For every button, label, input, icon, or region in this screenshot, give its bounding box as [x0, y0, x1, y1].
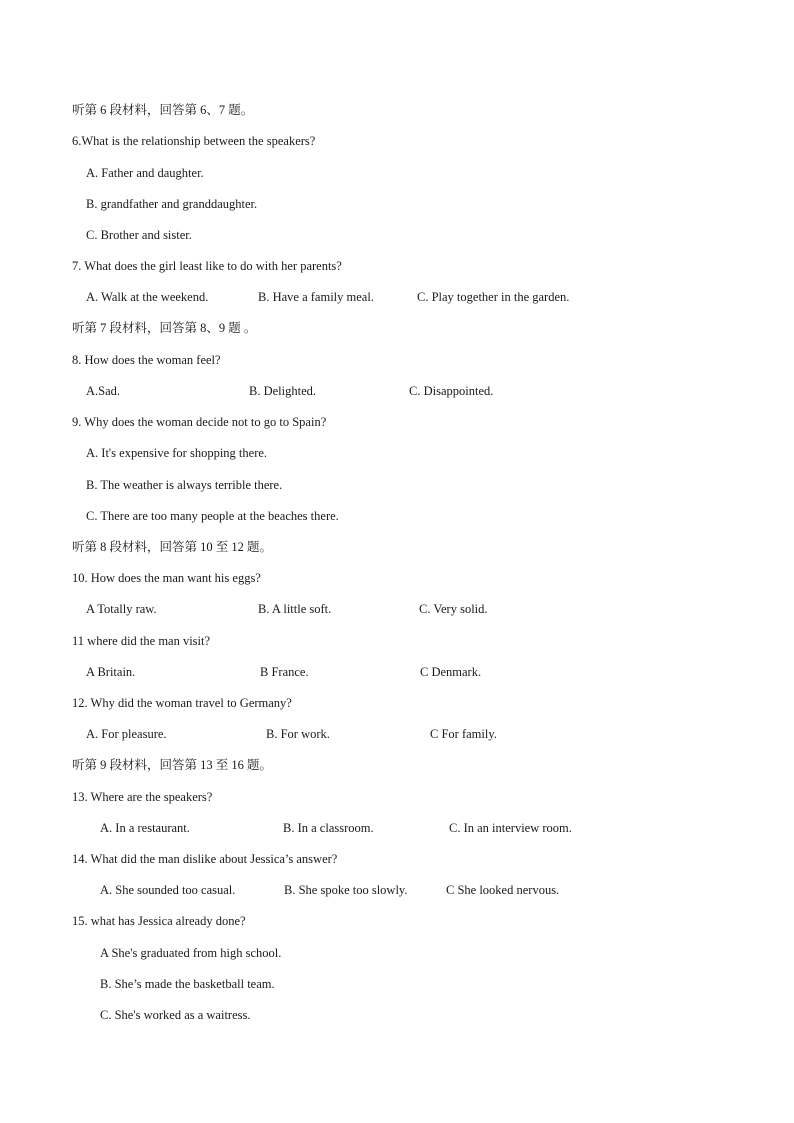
question-10: 10. How does the man want his eggs?: [72, 571, 261, 585]
options-row-7: [0, 289, 794, 305]
section-heading-9: 听第 9 段材料，回答第 13 至 16 题。: [72, 758, 273, 772]
option-10b: B. A little soft.: [258, 602, 332, 616]
option-10c: C. Very solid.: [419, 602, 488, 616]
option-8a: A.Sad.: [86, 384, 121, 398]
section-heading-8: 听第 8 段材料，回答第 10 至 12 题。: [72, 540, 273, 554]
question-9: 9. Why does the woman decide not to go to Spain?: [72, 415, 327, 429]
option-14c: C She looked nervous.: [446, 883, 560, 897]
option-15c: C. She's worked as a waitress.: [100, 1008, 251, 1022]
options-row-8: [0, 383, 794, 399]
option-7b: B. Have a family meal.: [258, 290, 374, 304]
option-13a: A. In a restaurant.: [100, 821, 190, 835]
options-row-13: [0, 820, 794, 836]
options-row-10: [0, 601, 794, 617]
option-11a: A Britain.: [86, 665, 136, 679]
question-12: 12. Why did the woman travel to Germany?: [72, 696, 292, 710]
option-7a: A. Walk at the weekend.: [86, 290, 209, 304]
section-heading-7: 听第 7 段材料，回答第 8、9 题 。: [72, 321, 257, 335]
question-7: 7. What does the girl least like to do with her parents?: [72, 259, 342, 273]
option-12a: A. For pleasure.: [86, 727, 167, 741]
option-15b: B. She’s made the basketball team.: [100, 977, 275, 991]
question-11: 11 where did the man visit?: [72, 634, 211, 648]
option-8b: B. Delighted.: [249, 384, 317, 398]
option-10a: A Totally raw.: [86, 602, 157, 616]
option-8c: C. Disappointed.: [409, 384, 494, 398]
option-9b: B. The weather is always terrible there.: [86, 478, 283, 492]
option-11c: C Denmark.: [420, 665, 482, 679]
question-13: 13. Where are the speakers?: [72, 790, 213, 804]
option-6c: C. Brother and sister.: [86, 228, 192, 242]
option-6a: A. Father and daughter.: [86, 166, 204, 180]
question-6: 6.What is the relationship between the speakers?: [72, 134, 316, 148]
option-14a: A. She sounded too casual.: [100, 883, 236, 897]
option-12c: C For family.: [430, 727, 497, 741]
option-9c: C. There are too many people at the beaches there.: [86, 509, 339, 523]
option-11b: B France.: [260, 665, 309, 679]
options-row-14: [0, 882, 794, 898]
question-14: 14. What did the man dislike about Jessica’s answer?: [72, 852, 338, 866]
option-9a: A. It's expensive for shopping there.: [86, 446, 268, 460]
options-row-12: [0, 726, 794, 742]
question-8: 8. How does the woman feel?: [72, 353, 221, 367]
option-15a: A She's graduated from high school.: [100, 946, 282, 960]
option-13b: B. In a classroom.: [283, 821, 374, 835]
options-row-11: [0, 664, 794, 680]
question-15: 15. what has Jessica already done?: [72, 914, 246, 928]
option-14b: B. She spoke too slowly.: [284, 883, 408, 897]
option-7c: C. Play together in the garden.: [417, 290, 570, 304]
option-13c: C. In an interview room.: [449, 821, 572, 835]
section-heading-6: 听第 6 段材料，回答第 6、7 题。: [72, 103, 254, 117]
option-12b: B. For work.: [266, 727, 330, 741]
option-6b: B. grandfather and granddaughter.: [86, 197, 258, 211]
